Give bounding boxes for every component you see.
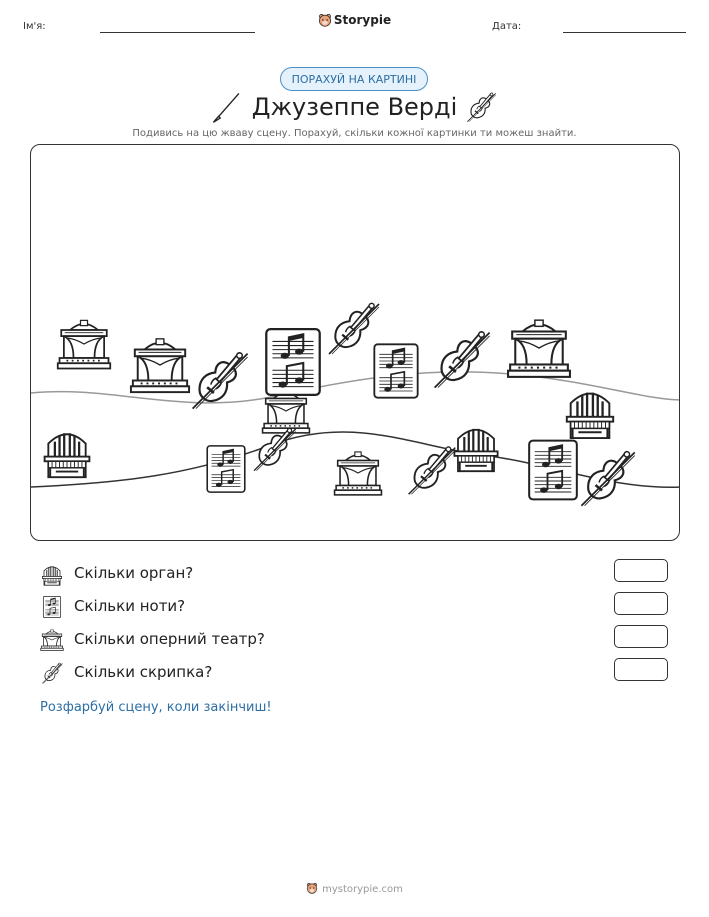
opera-house-icon (335, 452, 382, 495)
answer-box-organ[interactable] (614, 559, 668, 582)
counting-scene (30, 144, 680, 541)
violin-icon (581, 444, 638, 506)
bear-logo-icon (318, 13, 332, 27)
violin-icon (193, 345, 252, 409)
name-line[interactable] (100, 32, 255, 33)
sheet-music-icon (266, 329, 319, 395)
violin-icon (40, 661, 64, 685)
question-text: Скільки оперний театр? (74, 630, 265, 648)
footer (0, 882, 709, 895)
sheet-music-icon (374, 344, 417, 397)
category-badge: ПОРАХУЙ НА КАРТИНІ (280, 67, 428, 91)
organ-icon (45, 433, 90, 477)
answer-box-violin[interactable] (614, 658, 668, 681)
date-line[interactable] (563, 32, 686, 33)
date-label: Дата: (492, 21, 522, 32)
organ-icon (567, 393, 613, 438)
bear-logo-icon (306, 882, 318, 894)
page-title: Джузеппе Верді (251, 93, 458, 121)
organ-icon (40, 562, 64, 586)
violin-icon (435, 324, 494, 388)
finish-instruction: Розфарбуй сцену, коли закінчиш! (40, 700, 272, 715)
opera-house-icon (263, 390, 310, 433)
question-text: Скільки скрипка? (74, 663, 213, 681)
question-text: Скільки орган? (74, 564, 194, 582)
violin-icon (464, 90, 498, 124)
brand-logo (0, 13, 709, 27)
footer-url[interactable]: mystorypie.com (322, 884, 403, 895)
answer-box-sheet-music[interactable] (614, 592, 668, 615)
brand-name: Storypie (333, 13, 392, 27)
violin-icon (409, 440, 459, 494)
sheet-music-icon (40, 595, 64, 619)
opera-house-icon (508, 320, 570, 377)
opera-house-icon (58, 320, 111, 368)
answer-box-opera-house[interactable] (614, 625, 668, 648)
opera-house-icon (131, 339, 189, 392)
question-text: Скільки ноти? (74, 597, 186, 615)
name-label: Ім'я: (23, 21, 46, 32)
instructions: Подивись на цю жваву сцену. Порахуй, скільки кожної картинки ти можеш знайти. (132, 128, 577, 139)
opera-house-icon (40, 628, 64, 652)
organ-icon (454, 429, 497, 471)
sheet-music-icon (529, 441, 577, 500)
sheet-music-icon (207, 446, 245, 492)
